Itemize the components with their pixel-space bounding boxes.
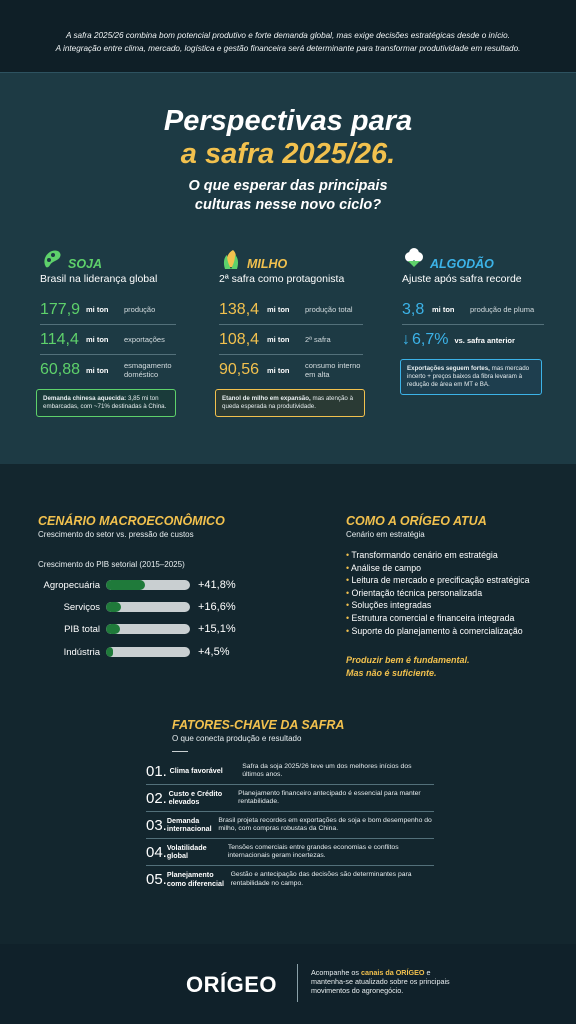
- bar-track: [106, 602, 190, 612]
- milho-unit: mi ton: [267, 365, 290, 375]
- bar-value-label: +16,6%: [198, 601, 236, 613]
- divider: [172, 751, 188, 752]
- milho-note-text: mas atenção à queda esperada na produtividade.: [222, 395, 354, 410]
- title-line-1: Perspectivas para: [163, 105, 413, 137]
- bar-category: PIB total: [64, 623, 100, 635]
- milho-desc: consumo interno em alta: [305, 361, 361, 379]
- atua-subtitle: Cenário em estratégia: [346, 530, 425, 539]
- soja-row-exportacoes: [40, 325, 176, 355]
- corn-icon: [219, 247, 243, 271]
- bar-track: [106, 647, 190, 657]
- soja-note-bold: Demanda chinesa aquecida:: [43, 395, 127, 402]
- origeo-logo: ORÍGEO: [186, 972, 278, 997]
- milho-row-consumo: [219, 355, 363, 385]
- fator-text: Tensões comerciais entre grandes economias e conflitos internacionais geram incertezas.: [227, 843, 399, 859]
- algodao-value: 3,8: [402, 300, 425, 318]
- milho-note: [215, 389, 365, 417]
- soja-desc: produção: [124, 305, 156, 314]
- atua-list: [346, 549, 530, 637]
- milho-desc: produção total: [305, 305, 353, 314]
- bar-fill: [106, 602, 121, 612]
- algodao-variation: 6,7%: [412, 331, 449, 348]
- bar-track: [106, 580, 190, 590]
- title-line-2: a safra 2025/26.: [180, 138, 396, 170]
- fator-name: Clima favorável: [169, 765, 223, 775]
- hero-section: [0, 72, 576, 464]
- divider: [297, 964, 298, 1002]
- list-item: • Suporte do planejamento à comercialização: [346, 625, 530, 638]
- motto-line-2: Mas não é suficiente.: [346, 668, 437, 678]
- fatores-section: [172, 718, 344, 752]
- list-item: • Soluções integradas: [346, 599, 530, 612]
- bar-fill: [106, 647, 113, 657]
- milho-unit: mi ton: [267, 305, 290, 314]
- banner-line-1: A safra 2025/26 combina bom potencial produtivo e forte demanda global, mas exige decisões estratégicas desde o início.: [66, 31, 510, 40]
- fator-number: 01.: [146, 762, 167, 780]
- bar-servicos: [38, 599, 236, 615]
- algodao-note-text: mas mercado incerto + preços baixos da fibra levaram à redução de área em MT e BA.: [407, 365, 530, 388]
- fator-name: Demanda internacional: [166, 815, 212, 833]
- algodao-row-producao: [402, 295, 544, 325]
- top-banner: [0, 0, 576, 72]
- algodao-tagline: Ajuste após safra recorde: [402, 273, 522, 285]
- down-arrow-icon: ↓: [402, 331, 410, 348]
- fatores-title: FATORES-CHAVE DA SAFRA: [172, 718, 345, 732]
- milho-name: MILHO: [247, 257, 288, 271]
- algodao-variation-desc: vs. safra anterior: [454, 335, 515, 345]
- bar-track: [106, 624, 190, 634]
- motto-line-1: Produzir bem é fundamental.: [346, 655, 470, 665]
- milho-desc: 2ª safra: [305, 335, 331, 344]
- algodao-name: ALGODÃO: [430, 257, 494, 271]
- fator-number: 05.: [146, 871, 167, 888]
- bar-fill: [106, 624, 120, 634]
- list-item: • Orientação técnica personalizada: [346, 587, 530, 600]
- fator-number: 03.: [146, 816, 167, 834]
- footer-text-pre: Acompanhe os: [311, 968, 361, 977]
- page-subtitle: [0, 177, 576, 215]
- soja-unit: mi ton: [86, 305, 109, 314]
- footer-channels-link[interactable]: canais da ORÍGEO: [360, 968, 425, 977]
- list-item: • Análise de campo: [346, 562, 530, 575]
- soja-tagline: Brasil na liderança global: [40, 273, 158, 285]
- footer-text-post: e mantenha-se atualizado sobre os principais movimentos do agronegócio.: [311, 968, 450, 995]
- bar-industria: [38, 644, 230, 660]
- banner-line-2: A integração entre clima, mercado, logística e gestão financeira será determinante para transformar produtividade em resultado.: [55, 44, 521, 53]
- milho-row-producao: [219, 295, 363, 325]
- soja-unit: mi ton: [86, 335, 109, 344]
- motto: [346, 654, 470, 680]
- fator-number: 04.: [146, 843, 167, 861]
- algodao-desc: produção de pluma: [470, 305, 535, 314]
- milho-tagline: 2ª safra como protagonista: [219, 273, 345, 285]
- fator-name: Planejamento como diferencial: [166, 870, 224, 888]
- fator-name: Volatilidade global: [166, 842, 207, 860]
- bar-value-label: +15,1%: [198, 623, 236, 635]
- footer-text: [311, 968, 461, 995]
- list-item: • Transformando cenário em estratégia: [346, 549, 530, 562]
- soja-value: 114,4: [40, 330, 79, 348]
- bar-fill: [106, 580, 145, 590]
- soja-row-producao: [40, 295, 176, 325]
- subtitle-line-1: O que esperar das principais: [188, 178, 388, 194]
- soja-row-esmagamento: [40, 355, 176, 385]
- soja-name: SOJA: [68, 257, 103, 271]
- list-item: • Estrutura comercial e financeira integrada: [346, 612, 530, 625]
- cotton-icon: [402, 247, 426, 271]
- page-title: [0, 105, 576, 171]
- fator-text: Safra da soja 2025/26 teve um dos melhores inícios dos últimos anos.: [242, 762, 412, 778]
- soja-column: [40, 245, 176, 385]
- algodao-row-variacao: [402, 325, 544, 355]
- fator-text: Brasil projeta recordes em exportações de soja e bom desempenho do milho, com compras robustas da China.: [218, 816, 432, 832]
- milho-value: 90,56: [219, 361, 260, 378]
- algodao-unit: mi ton: [432, 305, 455, 314]
- footer: [0, 944, 576, 1024]
- soja-unit: mi ton: [86, 365, 109, 375]
- bar-value-label: +4,5%: [198, 646, 230, 658]
- list-item: • Leitura de mercado e precificação estratégica: [346, 574, 530, 587]
- soja-desc: exportações: [124, 335, 165, 344]
- milho-value: 108,4: [219, 330, 260, 348]
- bar-category: Agropecuária: [43, 579, 100, 591]
- algodao-note-bold: Exportações seguem fortes,: [407, 365, 490, 372]
- fator-row: [146, 866, 434, 893]
- algodao-note: [400, 359, 542, 395]
- bar-category: Indústria: [63, 646, 100, 658]
- soja-value: 60,88: [40, 361, 81, 378]
- milho-value: 138,4: [219, 300, 260, 318]
- fator-row: [146, 785, 434, 812]
- chart-title: Crescimento do PIB setorial (2015–2025): [38, 560, 185, 569]
- macro-section: [38, 514, 225, 539]
- bar-pib-total: [38, 621, 236, 637]
- bar-agropecuaria: [38, 577, 236, 593]
- atua-section: [346, 514, 530, 637]
- soja-value: 177,9: [40, 300, 81, 318]
- soja-desc: esmagamento doméstico: [124, 361, 172, 379]
- milho-unit: mi ton: [267, 335, 290, 344]
- bar-value-label: +41,8%: [198, 579, 236, 591]
- fator-row: [146, 758, 434, 785]
- atua-title: COMO A ORÍGEO ATUA: [346, 514, 487, 528]
- macro-title: CENÁRIO MACROECONÔMICO: [38, 514, 225, 528]
- soja-note-text: 3,85 mi ton embarcadas, com ~71% destinadas à China.: [43, 395, 167, 410]
- macro-subtitle: Crescimento do setor vs. pressão de custos: [38, 530, 194, 539]
- milho-note-bold: Etanol de milho em expansão,: [222, 395, 311, 402]
- fator-text: Planejamento financeiro antecipado é essencial para manter rentabilidade.: [238, 789, 421, 805]
- fator-row: [146, 839, 434, 866]
- milho-row-safrinha: [219, 325, 363, 355]
- fator-name: Custo e Crédito elevados: [168, 788, 223, 806]
- soja-note: [36, 389, 176, 417]
- subtitle-line-2: culturas nesse novo ciclo?: [194, 197, 382, 213]
- fatores-subtitle: O que conecta produção e resultado: [172, 734, 302, 743]
- milho-column: [219, 245, 363, 385]
- soybean-icon: [40, 247, 64, 271]
- fator-text: Gestão e antecipação das decisões são determinantes para rentabilidade no campo.: [230, 871, 412, 887]
- fator-number: 02.: [146, 789, 167, 807]
- algodao-column: [402, 245, 544, 355]
- bar-category: Serviços: [63, 601, 100, 613]
- fator-row: [146, 812, 434, 839]
